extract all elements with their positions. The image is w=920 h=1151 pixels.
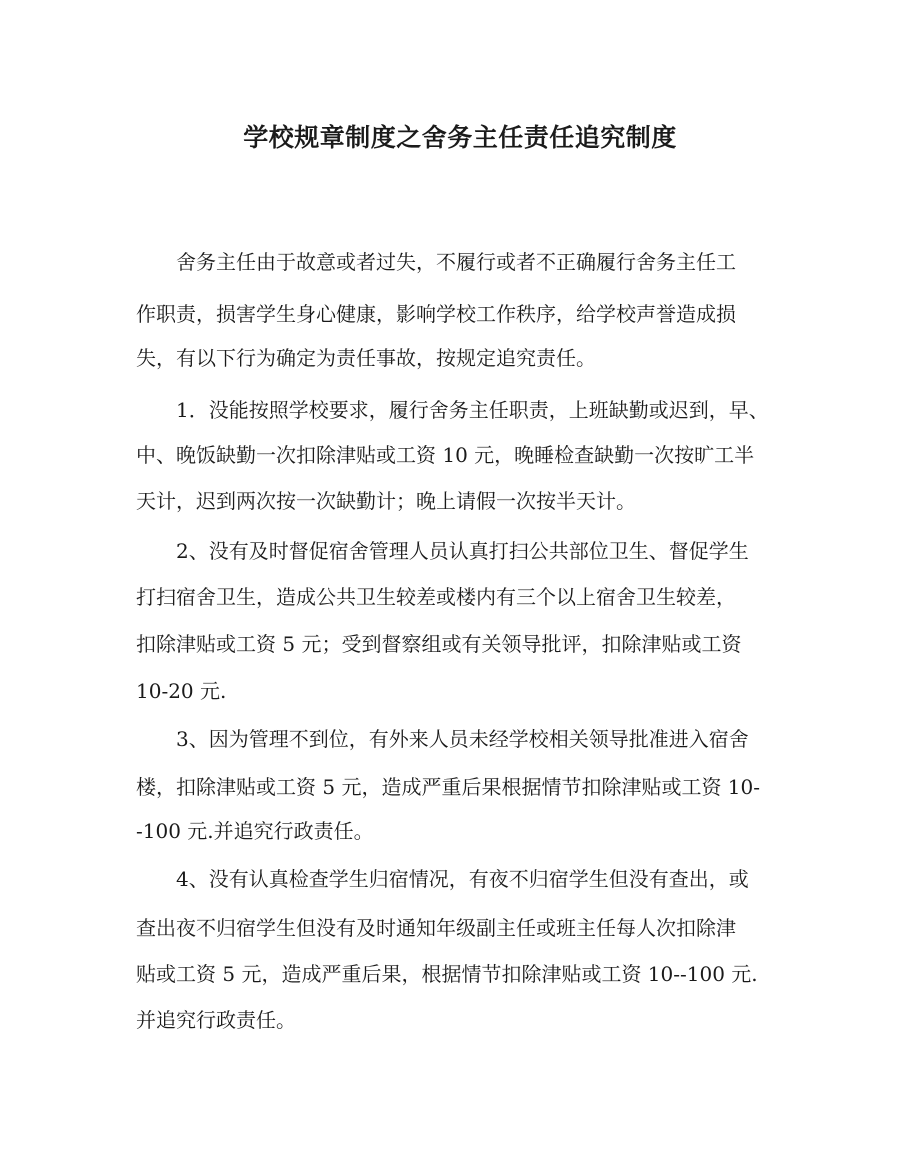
text-line: 10-20 元. [136,679,227,703]
text-line: 4、没有认真检查学生归宿情况，有夜不归宿学生但没有查出，或 [176,867,749,891]
text-line: 打扫宿舍卫生，造成公共卫生较差或楼内有三个以上宿舍卫生较差， [136,585,736,609]
text-line: 作职责，损害学生身心健康，影响学校工作秩序，给学校声誉造成损 [136,302,736,326]
text-line: 天计，迟到两次按一次缺勤计；晚上请假一次按半天计。 [136,489,636,513]
text-line: 并追究行政责任。 [136,1008,296,1032]
text-line: 2、没有及时督促宿舍管理人员认真打扫公共部位卫生、督促学生 [176,539,749,563]
text-line: 舍务主任由于故意或者过失，不履行或者不正确履行舍务主任工 [176,250,736,274]
text-line: 3、因为管理不到位，有外来人员未经学校相关领导批准进入宿舍 [176,727,749,751]
text-line: 查出夜不归宿学生但没有及时通知年级副主任或班主任每人次扣除津 [136,916,736,940]
text-line: 贴或工资 5 元，造成严重后果，根据情节扣除津贴或工资 10--100 元. [136,962,758,986]
text-line: -100 元.并追究行政责任。 [136,819,374,843]
text-line: 楼，扣除津贴或工资 5 元，造成严重后果根据情节扣除津贴或工资 10- [136,775,761,799]
text-line: 扣除津贴或工资 5 元；受到督察组或有关领导批评，扣除津贴或工资 [136,632,742,656]
text-line: 中、晚饭缺勤一次扣除津贴或工资 10 元，晚睡检查缺勤一次按旷工半 [136,443,755,467]
document-title: 学校规章制度之舍务主任责任追究制度 [243,123,677,152]
text-line: 失，有以下行为确定为责任事故，按规定追究责任。 [136,346,596,370]
text-line: 1．没能按照学校要求，履行舍务主任职责，上班缺勤或迟到，早、 [176,398,769,422]
